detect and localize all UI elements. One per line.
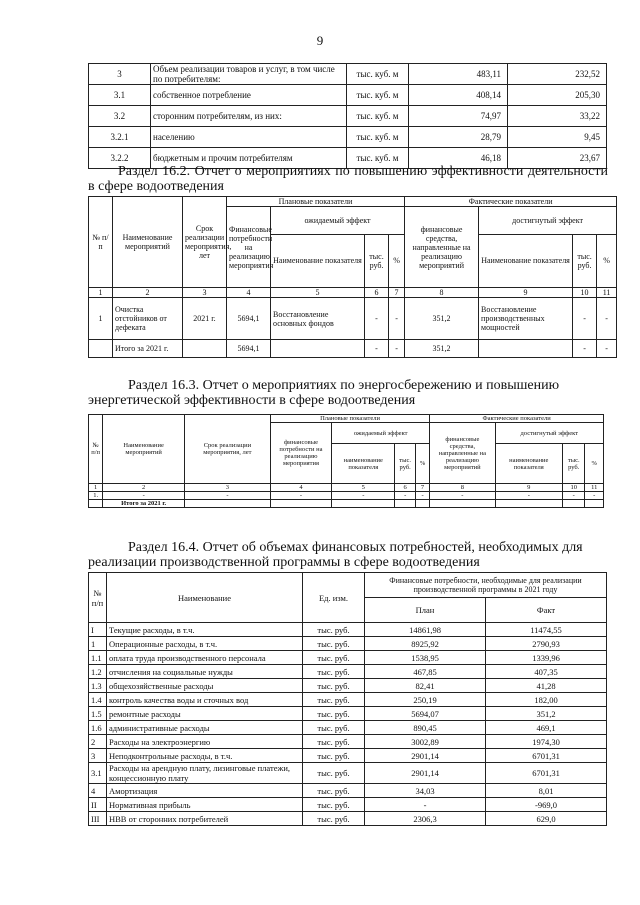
page-number: 9	[316, 33, 324, 48]
h-ind-name: Наименование показателя	[479, 234, 573, 287]
cell-dash: -	[585, 492, 604, 500]
h-ind-name: наименование показателя	[332, 444, 395, 484]
column-number: 1	[89, 484, 103, 492]
row-num: 1.3	[89, 679, 107, 693]
row-unit: тыс. куб. м	[347, 127, 409, 148]
row-name: Нормативная прибыль	[107, 798, 303, 812]
row-name: Объем реализации товаров и услуг, в том числе по потребителям:	[151, 64, 347, 85]
table-row	[89, 784, 607, 798]
row-name: Расходы на электроэнергию	[107, 735, 303, 749]
cell-p: -	[389, 298, 405, 340]
row-num: 1.6	[89, 721, 107, 735]
cell-dash: -	[495, 492, 562, 500]
row-fact: 629,0	[486, 812, 607, 826]
row-plan: 408,14	[409, 85, 508, 106]
row-plan: 5694,07	[365, 707, 486, 721]
h-fact: Факт	[486, 598, 607, 623]
row-unit: тыс. руб.	[303, 721, 365, 735]
row-fact: 23,67	[508, 148, 607, 169]
row-name: населению	[151, 127, 347, 148]
row-plan: 8925,92	[365, 637, 486, 651]
h-unit: Ед. изм.	[303, 573, 365, 623]
row-num: I	[89, 623, 107, 637]
row-fact: 469,1	[486, 721, 607, 735]
h-thous: тыс. руб.	[395, 444, 415, 484]
h-planned: Плановые показатели	[270, 415, 429, 423]
row-plan: 28,79	[409, 127, 508, 148]
column-number: 4	[227, 288, 271, 298]
row-plan: 46,18	[409, 148, 508, 169]
row-fact: 232,52	[508, 64, 607, 85]
total-label: Итого за 2021 г.	[103, 500, 185, 508]
row-num: 3.1	[89, 85, 151, 106]
row-num: 1.4	[89, 693, 107, 707]
h-plan: План	[365, 598, 486, 623]
row-name: собственное потребление	[151, 85, 347, 106]
h-num: № п/п	[89, 197, 113, 288]
row-name: Операционные расходы, в т.ч.	[107, 637, 303, 651]
row-unit: тыс. руб.	[303, 651, 365, 665]
section-16-4-heading: Раздел 16.4. Отчет об объемах финансовых потребностей, необходимых для реализации производственной программы в сфере водоотведения	[88, 540, 583, 570]
row-name: бюджетным и прочим потребителям	[151, 148, 347, 169]
column-number: 5	[271, 288, 365, 298]
cell-term: 2021 г.	[183, 298, 227, 340]
table-row	[89, 127, 607, 148]
row-num: 3.2	[89, 106, 151, 127]
energy-saving-table	[88, 414, 604, 508]
row-num: 3.2.1	[89, 127, 151, 148]
h-thous: тыс. руб.	[563, 444, 585, 484]
row-fact: 205,30	[508, 85, 607, 106]
row-name: Текущие расходы, в т.ч.	[107, 623, 303, 637]
row-num: 1.2	[89, 665, 107, 679]
cell-effect: Восстановление основных фондов	[271, 298, 365, 340]
row-unit: тыс. руб.	[303, 763, 365, 784]
h-name: Наименование мероприятий	[103, 415, 185, 484]
row-fact: 41,28	[486, 679, 607, 693]
column-number: 2	[113, 288, 183, 298]
table-row	[89, 735, 607, 749]
cell-num: 1.	[89, 492, 103, 500]
cell-dash: -	[185, 492, 271, 500]
section-16-3-heading: Раздел 16.3. Отчет о мероприятиях по энергосбережению и повышению энергетической эффективности в сфере водоотведения	[88, 378, 560, 408]
column-number: 1	[89, 288, 113, 298]
total-p: -	[389, 340, 405, 358]
row-num: 1	[89, 637, 107, 651]
row-num: 1.1	[89, 651, 107, 665]
cell-dash: -	[270, 492, 331, 500]
h-ind-name: Наименование показателя	[271, 234, 365, 287]
column-number: 8	[405, 288, 479, 298]
row-unit: тыс. куб. м	[347, 64, 409, 85]
row-name: Расходы на арендную плату, лизинговые платежи, концессионную плату	[107, 763, 303, 784]
row-name: НВВ от сторонних потребителей	[107, 812, 303, 826]
column-number: 9	[495, 484, 562, 492]
h-thous: тыс. руб.	[573, 234, 597, 287]
row-unit: тыс. руб.	[303, 665, 365, 679]
section-16-2-heading: Раздел 16.2. Отчет о мероприятиях по повышению эффективности деятельности в сфере водоотведения	[88, 164, 608, 194]
row-num: 3.2.2	[89, 148, 151, 169]
h-pct: %	[415, 444, 429, 484]
row-unit: тыс. руб.	[303, 693, 365, 707]
row-fact: -969,0	[486, 798, 607, 812]
row-name: Неподконтрольные расходы, в т.ч.	[107, 749, 303, 763]
h-achieved: достигнутый эффект	[479, 207, 617, 235]
row-num: 1.5	[89, 707, 107, 721]
row-unit: тыс. руб.	[303, 784, 365, 798]
column-number: 8	[430, 484, 495, 492]
row-plan: -	[365, 798, 486, 812]
column-number: 6	[395, 484, 415, 492]
cell-dash: -	[430, 492, 495, 500]
row-name: контроль качества воды и сточных вод	[107, 693, 303, 707]
table-row	[89, 763, 607, 784]
cell-effect-fact: Восстановление производственных мощностей	[479, 298, 573, 340]
table-row	[89, 798, 607, 812]
total-t: -	[365, 340, 389, 358]
row-unit: тыс. куб. м	[347, 85, 409, 106]
h-thous: тыс. руб.	[365, 234, 389, 287]
table-row	[89, 721, 607, 735]
row-unit: тыс. куб. м	[347, 148, 409, 169]
total-p2: -	[597, 340, 617, 358]
row-name: ремонтные расходы	[107, 707, 303, 721]
row-unit: тыс. руб.	[303, 707, 365, 721]
row-num: 3	[89, 749, 107, 763]
row-num: 2	[89, 735, 107, 749]
column-number: 3	[183, 288, 227, 298]
h-pct: %	[597, 234, 617, 287]
row-plan: 34,03	[365, 784, 486, 798]
h-num: № п/п	[89, 573, 107, 623]
cell-t: -	[365, 298, 389, 340]
cell-num: 1	[89, 298, 113, 340]
row-fact: 9,45	[508, 127, 607, 148]
row-fact: 6701,31	[486, 763, 607, 784]
h-term: Срок реализации мероприятия, лет	[185, 415, 271, 484]
row-plan: 467,85	[365, 665, 486, 679]
row-plan: 890,45	[365, 721, 486, 735]
row-fact: 6701,31	[486, 749, 607, 763]
row-num: 4	[89, 784, 107, 798]
column-number: 11	[597, 288, 617, 298]
row-num: III	[89, 812, 107, 826]
volume-table	[88, 63, 607, 169]
h-term: Срок реализации мероприятия, лет	[183, 197, 227, 288]
column-number: 11	[585, 484, 604, 492]
row-unit: тыс. руб.	[303, 812, 365, 826]
column-number: 9	[479, 288, 573, 298]
total-t2: -	[573, 340, 597, 358]
table-row	[89, 749, 607, 763]
total-label: Итого за 2021 г.	[113, 340, 183, 358]
row-plan: 2901,14	[365, 763, 486, 784]
h-pct: %	[389, 234, 405, 287]
column-number: 5	[332, 484, 395, 492]
column-number: 2	[103, 484, 185, 492]
h-expected: ожидаемый эффект	[332, 423, 430, 444]
table-row	[89, 707, 607, 721]
cell-t2: -	[573, 298, 597, 340]
total-fin: 5694,1	[227, 340, 271, 358]
row-name: оплата труда производственного персонала	[107, 651, 303, 665]
row-plan: 483,11	[409, 64, 508, 85]
h-actual: Фактические показатели	[430, 415, 604, 423]
row-name: административные расходы	[107, 721, 303, 735]
column-number: 7	[389, 288, 405, 298]
table-row	[89, 679, 607, 693]
table-row	[89, 812, 607, 826]
h-actual: Фактические показатели	[405, 197, 617, 207]
cell-dash: -	[395, 492, 415, 500]
cell-dash: -	[332, 492, 395, 500]
column-number: 6	[365, 288, 389, 298]
row-plan: 250,19	[365, 693, 486, 707]
row-unit: тыс. руб.	[303, 798, 365, 812]
h-name: Наименование мероприятий	[113, 197, 183, 288]
table-row	[89, 623, 607, 637]
row-name: отчисления на социальные нужды	[107, 665, 303, 679]
h-fin-plan: Финансовые потребности на реализацию мероприятия	[227, 207, 271, 288]
row-unit: тыс. куб. м	[347, 106, 409, 127]
column-number: 3	[185, 484, 271, 492]
h-ind-name: наименование показателя	[495, 444, 562, 484]
row-plan: 74,97	[409, 106, 508, 127]
efficiency-measures-table	[88, 196, 617, 358]
row-fact: 407,35	[486, 665, 607, 679]
row-unit: тыс. руб.	[303, 623, 365, 637]
row-fact: 2790,93	[486, 637, 607, 651]
cell-p2: -	[597, 298, 617, 340]
row-unit: тыс. руб.	[303, 637, 365, 651]
column-number: 7	[415, 484, 429, 492]
row-fact: 182,00	[486, 693, 607, 707]
row-plan: 3002,89	[365, 735, 486, 749]
cell-dash: -	[563, 492, 585, 500]
row-plan: 1538,95	[365, 651, 486, 665]
h-expected: ожидаемый эффект	[271, 207, 405, 235]
h-name: Наименование	[107, 573, 303, 623]
row-unit: тыс. руб.	[303, 735, 365, 749]
cell-dash: -	[415, 492, 429, 500]
table-row	[89, 64, 607, 85]
total-fin-fact: 351,2	[405, 340, 479, 358]
row-fact: 351,2	[486, 707, 607, 721]
h-fin-fact: финансовые средства, направленные на реализацию мероприятий	[430, 423, 495, 484]
financial-needs-table	[88, 572, 607, 826]
row-plan: 82,41	[365, 679, 486, 693]
row-fact: 11474,55	[486, 623, 607, 637]
row-num: 3.1	[89, 763, 107, 784]
column-number: 10	[573, 288, 597, 298]
row-fact: 8,01	[486, 784, 607, 798]
cell-fin: 5694,1	[227, 298, 271, 340]
h-fin-fact: финансовые средства, направленные на реализацию мероприятий	[405, 207, 479, 288]
h-achieved: достигнутый эффект	[495, 423, 603, 444]
h-fin-plan: финансовые потребности на реализацию мероприятия	[270, 423, 331, 484]
row-plan: 2901,14	[365, 749, 486, 763]
cell-dash: -	[103, 492, 185, 500]
row-fact: 1339,96	[486, 651, 607, 665]
h-fin: Финансовые потребности, необходимые для реализации производственной программы в 2021 году	[365, 573, 607, 598]
h-num: № п/п	[89, 415, 103, 484]
table-row	[89, 665, 607, 679]
cell-name: Очистка отстойников от дефеката	[113, 298, 183, 340]
row-fact: 33,22	[508, 106, 607, 127]
row-num: 3	[89, 64, 151, 85]
row-plan: 2306,3	[365, 812, 486, 826]
row-name: Амортизация	[107, 784, 303, 798]
cell-fin-fact: 351,2	[405, 298, 479, 340]
row-num: II	[89, 798, 107, 812]
column-number: 4	[270, 484, 331, 492]
row-name: общехозяйственные расходы	[107, 679, 303, 693]
row-name: сторонним потребителям, из них:	[151, 106, 347, 127]
row-fact: 1974,30	[486, 735, 607, 749]
table-row	[89, 106, 607, 127]
row-plan: 14861,98	[365, 623, 486, 637]
table-row	[89, 637, 607, 651]
table-row	[89, 693, 607, 707]
h-planned: Плановые показатели	[227, 197, 405, 207]
column-number: 10	[563, 484, 585, 492]
row-unit: тыс. руб.	[303, 679, 365, 693]
table-row	[89, 651, 607, 665]
table-row	[89, 85, 607, 106]
h-pct: %	[585, 444, 604, 484]
row-unit: тыс. руб.	[303, 749, 365, 763]
